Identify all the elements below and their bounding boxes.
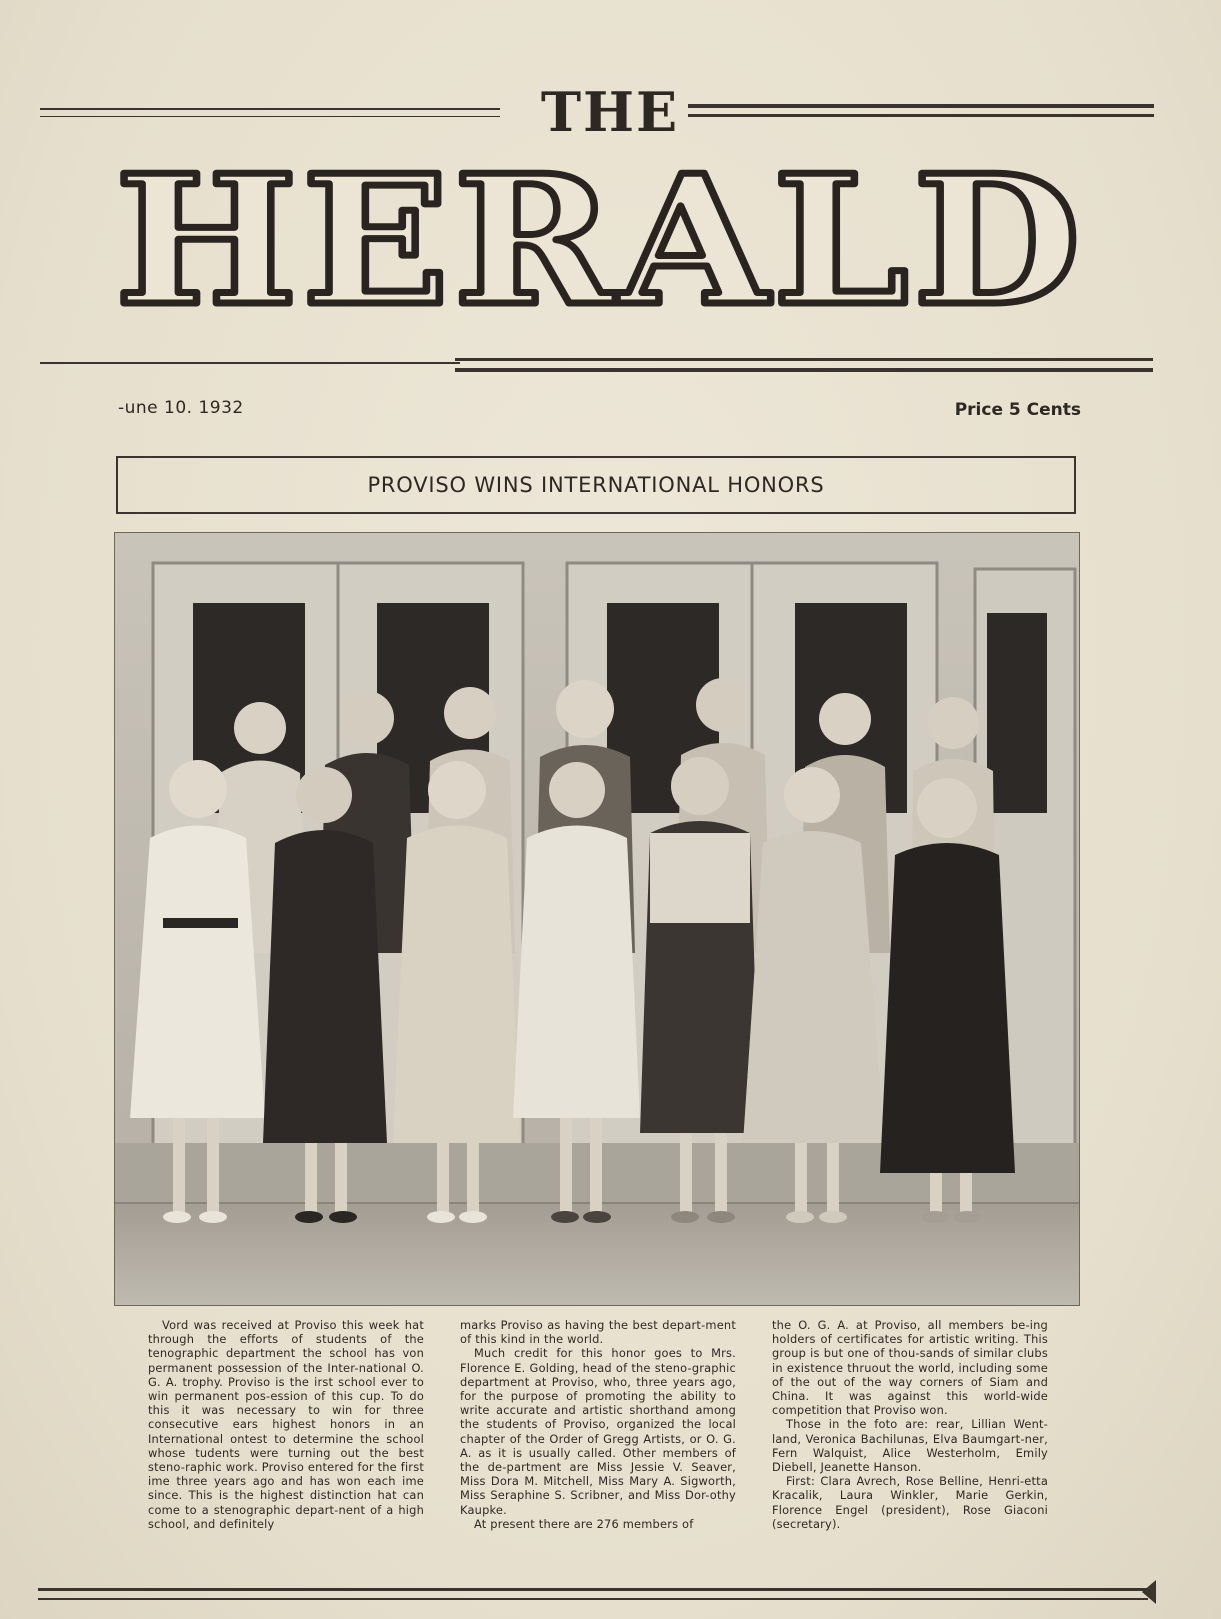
masthead-the: THE [540, 80, 680, 144]
article-col3-paragraph-1: the O. G. A. at Proviso, all members be-ing holders of certificates for artistic writing. This group is but one of thou-sands of similar clubs in existence thruout the world, including some of the out of the way corners of Siam and China. It was against this world-wide competition that Proviso won. [772, 1318, 1048, 1418]
group-photo-image [115, 533, 1079, 1305]
masthead-rule-left-top [40, 108, 500, 110]
article-column-2 [460, 1318, 736, 1563]
article-col1-paragraph: Vord was received at Proviso this week hat through the efforts of students of the tenographic department the school has von permanent possession of the Inter-national O. G. A. trophy. Proviso is the irst school ever to win permanent pos-ession of this cup. To do this it was necessary to win for three consecutive ears highest honors in an International ontest to determine the school whose tudents were turning out the best steno-raphic work. Proviso entered for the first ime three years ago and has won each ime since. This is the highest distinction hat can come to a stenographic depart-nent of a high school, and definitely [148, 1318, 424, 1531]
article-col2-paragraph-1: marks Proviso as having the best depart-ment of this kind in the world. [460, 1318, 736, 1347]
page-turn-arrow-icon [1142, 1580, 1156, 1604]
headline-box [116, 456, 1076, 514]
masthead-rule-left-bottom [40, 116, 500, 117]
masthead-rule-lower-right-top [455, 358, 1153, 361]
article-col2-paragraph-2: Much credit for this honor goes to Mrs. Florence E. Golding, head of the steno-graphic department at Proviso, who, three years ago, for the purpose of promoting the ability to write accurate and artistic shorthand among the students of Proviso, organized the local chapter of the Order of Gregg Artists, or O. G. A. as it is usually called. Other members of the de-partment are Miss Jessie V. Seaver, Miss Dora M. Mitchell, Miss Mary A. Sigworth, Miss Seraphine S. Scribner, and Miss Dor-othy Kaupke. [460, 1346, 736, 1517]
masthead-rule-lower-right-bottom [455, 368, 1153, 372]
headline: PROVISO WINS INTERNATIONAL HONORS [367, 473, 825, 497]
article-column-3 [772, 1318, 1048, 1563]
footer-rule-bottom [38, 1598, 1148, 1600]
masthead-title [100, 165, 1100, 325]
masthead-title-text: HERALD [115, 165, 1085, 325]
article-column-1 [148, 1318, 424, 1563]
masthead-rule-right-bottom [688, 114, 1154, 117]
masthead-rule-right-top [688, 104, 1154, 108]
article-col3-paragraph-3: First: Clara Avrech, Rose Belline, Henri-etta Kracalik, Laura Winkler, Marie Gerkin, Florence Engel (president), Rose Giaconi (secretary). [772, 1474, 1048, 1531]
issue-date: -une 10. 1932 [118, 398, 244, 418]
article-col2-paragraph-3: At present there are 276 members of [474, 1516, 694, 1531]
article-columns [148, 1318, 1048, 1563]
issue-price: Price 5 Cents [954, 400, 1081, 420]
group-photo [114, 532, 1080, 1306]
article-col3-paragraph-2: Those in the foto are: rear, Lillian Went-land, Veronica Bachilunas, Elva Baumgart-ner, Fern Walquist, Alice Westerholm, Emily Diebell, Jeanette Hanson. [772, 1417, 1048, 1475]
footer-rule-top [38, 1588, 1148, 1591]
masthead-rule-lower-left [40, 362, 460, 364]
masthead-title-graphic [100, 165, 1100, 325]
